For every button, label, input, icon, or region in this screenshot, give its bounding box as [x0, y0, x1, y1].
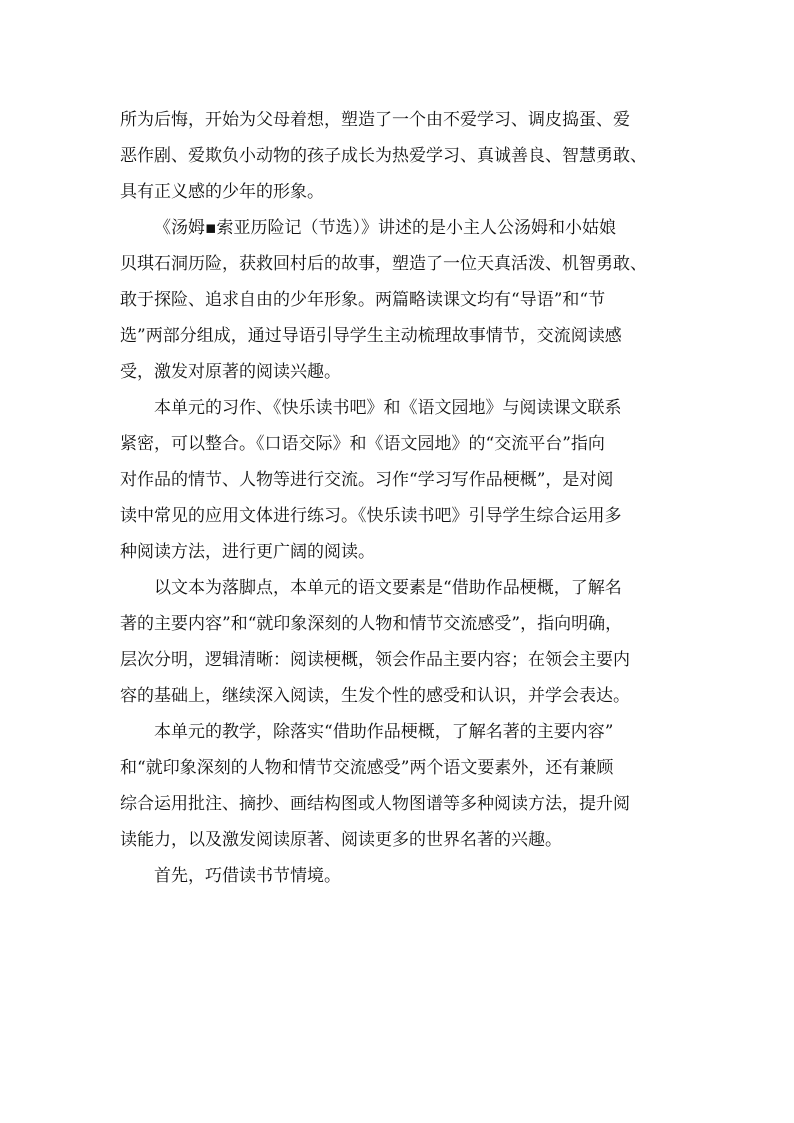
paragraph-3-line-5: 种阅读方法，进行更广阔的阅读。 [120, 542, 375, 562]
paragraph-2-line-1: 《汤姆▪索亚历险记（节选）》讲述的是小主人公汤姆和小姑娘 [154, 218, 617, 238]
paragraph-2-line-2: 贝琪石洞历险，获救回村后的故事，塑造了一位天真活泼、机智勇敢、 [120, 254, 647, 274]
paragraph-3-line-4: 读中常见的应用文体进行练习。《快乐读书吧》引导学生综合运用多 [120, 506, 622, 526]
paragraph-2-line-4: 选”两部分组成，通过导语引导学生主动梳理故事情节，交流阅读感 [120, 326, 622, 346]
paragraph-5-line-1: 本单元的教学，除落实“借助作品梗概，了解名著的主要内容” [154, 722, 614, 742]
paragraph-2-line-3: 敢于探险、追求自由的少年形象。两篇略读课文均有“导语”和“节 [120, 290, 606, 310]
paragraph-4-line-4: 容的基础上，继续深入阅读，生发个性的感受和认识，并学会表达。 [120, 686, 630, 706]
paragraph-5-line-2: 和“就印象深刻的人物和情节交流感受”两个语文要素外，还有兼顾 [120, 758, 614, 778]
paragraph-3-line-2: 紧密，可以整合。《口语交际》和《语文园地》的“交流平台”指向 [120, 434, 605, 454]
paragraph-6-line-1: 首先，巧借读书节情境。 [154, 866, 341, 886]
paragraph-1-line-3: 具有正义感的少年的形象。 [120, 182, 324, 202]
paragraph-4-line-2: 著的主要内容”和“就印象深刻的人物和情节交流感受”，指向明确， [120, 614, 623, 634]
paragraph-3-line-3: 对作品的情节、人物等进行交流。习作“学习写作品梗概”，是对阅 [120, 470, 614, 490]
paragraph-3-line-1: 本单元的习作、《快乐读书吧》和《语文园地》与阅读课文联系 [154, 398, 622, 418]
paragraph-5-line-4: 读能力，以及激发阅读原著、阅读更多的世界名著的兴趣。 [120, 830, 562, 850]
body-text [120, 102, 680, 894]
paragraph-4-line-3: 层次分明，逻辑清晰：阅读梗概，领会作品主要内容；在领会主要内 [120, 650, 630, 670]
paragraph-1-line-2: 恶作剧、爱欺负小动物的孩子成长为热爱学习、真诚善良、智慧勇敢、 [120, 146, 647, 166]
paragraph-4-line-1: 以文本为落脚点，本单元的语文要素是“借助作品梗概，了解名 [154, 578, 622, 598]
paragraph-2-line-5: 受，激发对原著的阅读兴趣。 [120, 362, 341, 382]
paragraph-1-line-1: 所为后悔，开始为父母着想，塑造了一个由不爱学习、调皮捣蛋、爱 [120, 110, 630, 130]
paragraph-5-line-3: 综合运用批注、摘抄、画结构图或人物图谱等多种阅读方法，提升阅 [120, 794, 630, 814]
